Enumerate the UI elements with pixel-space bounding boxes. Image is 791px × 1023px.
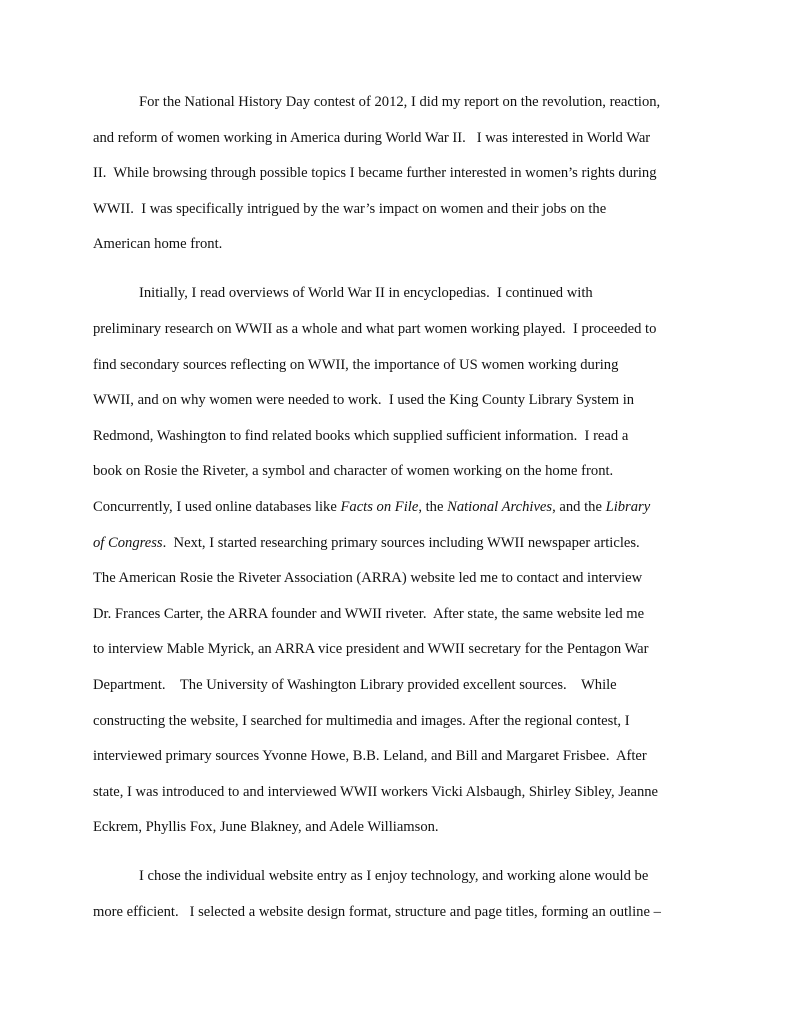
text-line bbox=[93, 531, 699, 567]
text-line bbox=[93, 281, 699, 317]
text-line bbox=[93, 900, 699, 949]
text-segment: state, I was introduced to and interviewed WWII workers Vicki Alsbaugh, Shirley Sibley, Jeanne bbox=[93, 783, 659, 800]
text-line bbox=[93, 744, 699, 780]
text-segment: to interview Mable Myrick, an ARRA vice president and WWII secretary for the Pentagon War bbox=[93, 641, 649, 658]
text-segment: preliminary research on WWII as a whole and what part women working played. I proceeded to bbox=[93, 320, 657, 337]
text-segment: and reform of women working in America during World War II. I was interested in World War bbox=[93, 129, 651, 146]
text-line bbox=[93, 815, 699, 864]
text-line bbox=[93, 864, 699, 900]
text-line bbox=[93, 90, 699, 126]
paragraph bbox=[93, 281, 699, 864]
text-segment: constructing the website, I searched for multimedia and images. After the regional contest, I bbox=[93, 712, 630, 729]
text-line bbox=[93, 673, 699, 709]
text-segment: , the bbox=[418, 498, 448, 515]
text-line bbox=[93, 161, 699, 197]
text-line bbox=[93, 232, 699, 281]
text-segment: WWII, and on why women were needed to work. I used the King County Library System in bbox=[93, 392, 635, 409]
text-segment: Concurrently, I used online databases like bbox=[93, 498, 341, 515]
text-line bbox=[93, 566, 699, 602]
text-line bbox=[93, 353, 699, 389]
text-segment: Dr. Frances Carter, the ARRA founder and WWII riveter. After state, the same website led me bbox=[93, 605, 645, 622]
text-line bbox=[93, 637, 699, 673]
text-segment: Initially, I read overviews of World War II in encyclopedias. I continued with bbox=[139, 285, 593, 302]
text-segment: interviewed primary sources Yvonne Howe, B.B. Leland, and Bill and Margaret Frisbee. After bbox=[93, 748, 647, 765]
text-line bbox=[93, 388, 699, 424]
text-segment: find secondary sources reflecting on WWII, the importance of US women working during bbox=[93, 356, 619, 373]
text-segment: . Next, I started researching primary sources including WWII newspaper articles. bbox=[162, 534, 640, 551]
text-segment: more efficient. I selected a website design format, structure and page titles, forming an outline – bbox=[93, 903, 661, 920]
text-segment: For the National History Day contest of 2012, I did my report on the revolution, reaction, bbox=[139, 94, 661, 110]
text-line bbox=[93, 317, 699, 353]
text-segment: WWII. I was specifically intrigued by the war’s impact on women and their jobs on the bbox=[93, 200, 607, 217]
italic-title: National Archives bbox=[447, 498, 553, 515]
text-segment: American home front. bbox=[93, 236, 223, 253]
italic-title: Facts on File bbox=[340, 498, 419, 515]
text-line bbox=[93, 459, 699, 495]
text-line bbox=[93, 126, 699, 162]
text-segment: I chose the individual website entry as I enjoy technology, and working alone would be bbox=[139, 868, 649, 885]
text-line bbox=[93, 424, 699, 460]
document-page bbox=[93, 90, 699, 949]
paragraph bbox=[93, 90, 699, 281]
text-line bbox=[93, 197, 699, 233]
text-segment: Department. The University of Washington Library provided excellent sources. While bbox=[93, 676, 617, 693]
text-line bbox=[93, 602, 699, 638]
italic-title: Library bbox=[605, 498, 651, 515]
italic-title: of Congress bbox=[93, 534, 163, 551]
text-segment: II. While browsing through possible topics I became further interested in women’s rights during bbox=[93, 165, 657, 182]
text-segment: , and the bbox=[552, 498, 606, 515]
paragraph bbox=[93, 864, 699, 949]
text-segment: book on Rosie the Riveter, a symbol and character of women working on the home front. bbox=[93, 463, 614, 480]
text-line bbox=[93, 495, 699, 531]
text-segment: The American Rosie the Riveter Association (ARRA) website led me to contact and interview bbox=[93, 570, 643, 587]
text-line bbox=[93, 780, 699, 816]
text-line bbox=[93, 709, 699, 745]
text-segment: Eckrem, Phyllis Fox, June Blakney, and Adele Williamson. bbox=[93, 819, 439, 836]
text-segment: Redmond, Washington to find related books which supplied sufficient information. I read a bbox=[93, 427, 629, 444]
